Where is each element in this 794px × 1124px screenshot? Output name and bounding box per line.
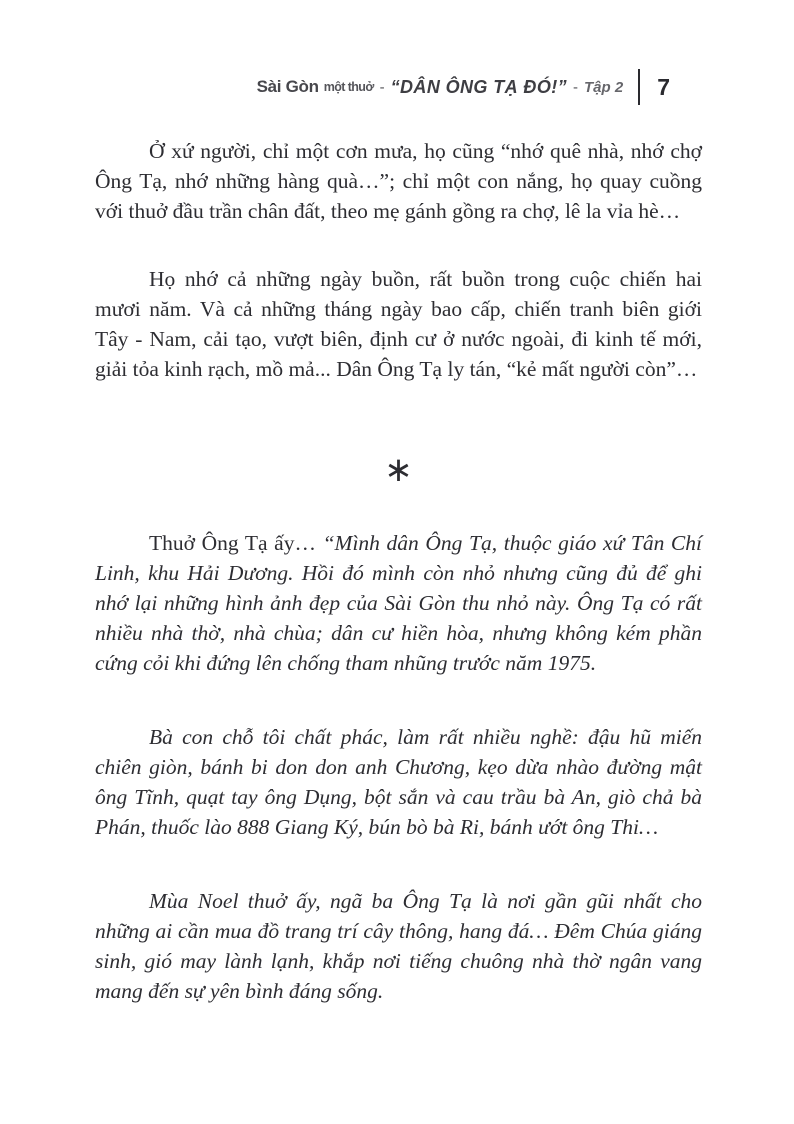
asterisk-divider-icon: ∗ — [384, 452, 413, 489]
series-title: Sài Gòn — [256, 77, 319, 96]
page-number: 7 — [657, 73, 670, 100]
paragraph-quote-text: “Mình dân Ông Tạ, thuộc giáo xứ Tân Chí Linh, khu Hải Dương. Hồi đó mình còn nhỏ nhưng cũng đủ để ghi nhớ lại những hình ảnh đẹp của Sài Gòn thu nhỏ này. Ông Tạ có rất nhiều nhà thờ, nhà chùa; dân cư hiền hòa, nhưng không kém phần cứng cỏi khi đứng lên chống tham nhũng trước năm 1975. — [95, 531, 702, 675]
series-qualifier: một thuở — [323, 80, 374, 94]
paragraph-noel: Mùa Noel thuở ấy, ngã ba Ông Tạ là nơi gần gũi nhất cho những ai cần mua đồ trang trí cây thông, hang đá… Đêm Chúa giáng sinh, gió may lành lạnh, khắp nơi tiếng chuông nhà thờ ngân vang mang đến sự yên bình đáng sống. — [95, 889, 702, 1003]
paragraph-memory-rain: Ở xứ người, chỉ một cơn mưa, họ cũng “nhớ quê nhà, nhớ chợ Ông Tạ, nhớ những hàng quà…”; chỉ một con nắng, họ quay cuồng với thuở đầu trần chân đất, theo mẹ gánh gồng ra chợ, lê la vỉa hè… — [95, 139, 702, 223]
book-title: “DÂN ÔNG TẠ ĐÓ!” — [390, 76, 568, 97]
paragraph-quote-lead: Thuở Ông Tạ ấy… — [149, 531, 323, 555]
header-dash-1: - — [379, 78, 385, 96]
section-divider — [95, 414, 702, 528]
header-dash-2: - — [573, 78, 579, 96]
paragraph-sad-days: Họ nhớ cả những ngày buồn, rất buồn trong cuộc chiến hai mươi năm. Và cả những tháng ngày bao cấp, chiến tranh biên giới Tây - Nam, cải tạo, vượt biên, định cư ở nước ngoài, đi kinh tế mới, giải tỏa kinh rạch, mồ mả... Dân Ông Tạ ly tán, “kẻ mất người còn”… — [95, 267, 702, 381]
volume-label: Tập 2 — [584, 78, 624, 96]
paragraph-quote-intro — [95, 528, 702, 678]
text-column — [95, 0, 702, 1124]
paragraph-trades: Bà con chỗ tôi chất phác, làm rất nhiều nghề: đậu hũ miến chiên giòn, bánh bi don don anh Chương, kẹo dừa nhào đường mật ông Tĩnh, quạt tay ông Dụng, bột sắn và cau trầu bà An, giò chả bà Phán, thuốc lào 888 Giang Ký, bún bò bà Ri, bánh ướt ông Thi… — [95, 725, 702, 839]
